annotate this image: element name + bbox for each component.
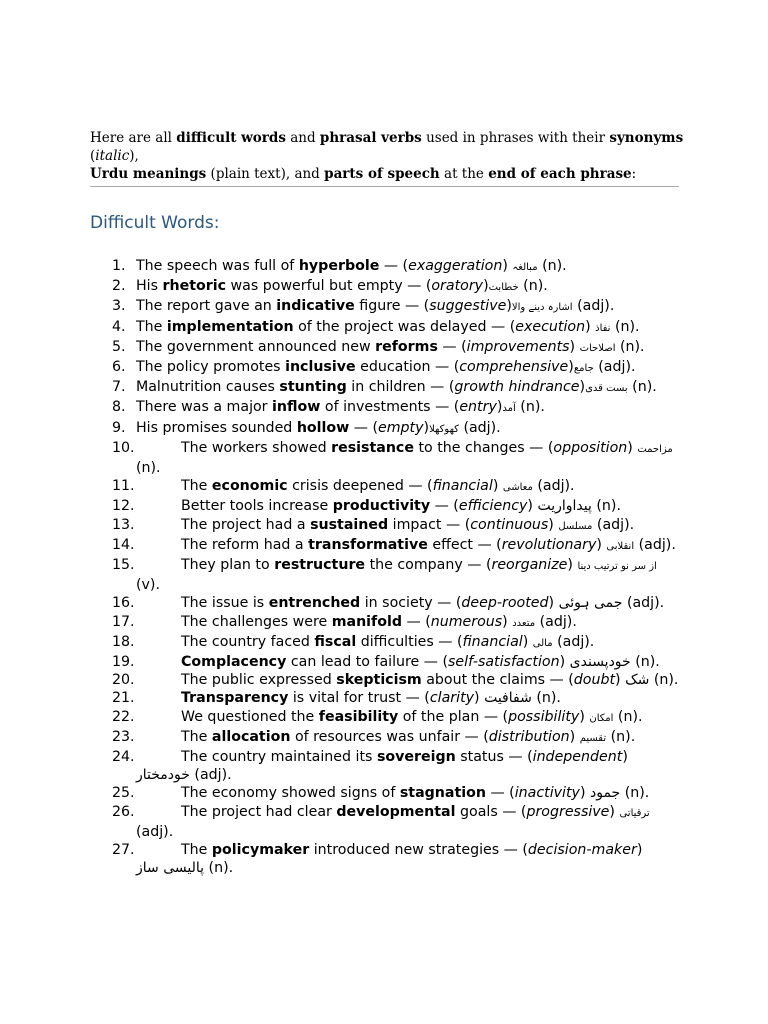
part-of-speech: (n). [591,498,621,515]
item-number: 14. [112,536,135,553]
urdu-meaning: جمی ہوئی [558,595,623,612]
part-of-speech: (n). [204,860,234,877]
synonym: decision-maker [527,842,637,859]
difficult-word: indicative [276,298,355,315]
difficult-word: Transparency [181,690,289,707]
item-number: 19. [112,654,135,671]
part-of-speech: (adj). [136,823,174,840]
part-of-speech: (adj). [572,298,615,315]
list-item: 16. The issue is entrenched in society — (deep-rooted) جمی ہوئی (adj). [112,595,665,612]
list-item: 24. The country maintained its sovereign status — (independent) خودمختار (adj). [112,749,628,784]
list-item: 25. The economy showed signs of stagnation — (inactivity) جمود (n). [112,785,650,802]
synonym: execution [515,318,586,335]
difficult-word: restructure [274,557,366,574]
difficult-word: reforms [375,338,438,355]
urdu-meaning: پیداواریت [537,498,592,515]
difficult-word: manifold [331,613,402,630]
section-heading: Difficult Words: [90,213,220,233]
item-number: 27. [112,842,135,859]
list-item: 23. The allocation of resources was unfair — (distribution) تقسیم (n). [112,728,636,745]
urdu-meaning: تقسیم [579,732,607,744]
difficult-word: economic [211,478,288,495]
difficult-word: rhetoric [162,278,227,295]
part-of-speech: (n). [615,338,645,355]
item-number: 8. [112,399,126,416]
list-item: 4. The implementation of the project was delayed — (execution) نفاذ (n). [112,318,640,335]
part-of-speech: (adj). [592,516,635,533]
synonym: doubt [573,672,616,689]
item-number: 24. [112,749,135,766]
list-item: 13. The project had a sustained impact — (continuous) مسلسل (adj). [112,516,635,533]
urdu-meaning: نفاذ [595,322,611,334]
difficult-word: productivity [332,498,431,515]
urdu-meaning: کھوکھلا [429,423,459,435]
list-item: 18. The country faced fiscal difficulties — (financial) مالی (adj). [112,633,595,650]
part-of-speech: (n). [627,379,657,396]
synonym: clarity [429,690,475,707]
synonym: empty [378,419,424,436]
item-number: 25. [112,785,135,802]
urdu-meaning: پالیسی ساز [136,860,205,877]
urdu-meaning: امکان [589,712,614,724]
list-item: 21. Transparency is vital for trust — (clarity) شفافیت (n). [112,690,561,707]
urdu-meaning: خودپسندی [569,654,631,671]
synonym: financial [462,633,523,650]
intro-paragraph: Here are all difficult words and phrasal verbs used in phrases with their synonyms (italic), Urdu meanings (plain text), and parts of speech at the end of each phrase: [90,130,684,182]
list-item: 27. The policymaker introduced new strategies — (decision-maker) پالیسی ساز (n). [112,842,643,877]
list-item: 10. The workers showed resistance to the changes — (opposition) مزاحمت (n). [112,439,673,477]
list-item: 2. His rhetoric was powerful but empty — (oratory)خطابت (n). [112,278,548,295]
list-item: 20. The public expressed skepticism about the claims — (doubt) شک (n). [112,672,679,689]
synonym: deep-rooted [461,595,549,612]
synonym: numerous [430,613,503,630]
part-of-speech: (adj). [535,613,577,630]
item-number: 7. [112,379,126,396]
list-item: 17. The challenges were manifold — (numerous) متعدد (adj). [112,613,577,630]
item-number: 9. [112,419,126,436]
urdu-meaning: مالی [532,637,553,649]
item-number: 5. [112,338,126,355]
urdu-meaning: از سر نو ترتیب دینا [577,561,657,573]
part-of-speech: (adj). [552,633,595,650]
item-number: 2. [112,278,126,295]
part-of-speech: (adj). [458,419,501,436]
part-of-speech: (n). [606,728,636,745]
synonym: possibility [508,708,580,725]
list-item: 6. The policy promotes inclusive education — (comprehensive)جامع (adj). [112,359,636,376]
difficult-word: implementation [166,318,294,335]
difficult-word: allocation [211,728,291,745]
list-item: 19. Complacency can lead to failure — (self-satisfaction) خودپسندی (n). [112,654,660,671]
item-number: 3. [112,298,126,315]
list-item: 22. We questioned the feasibility of the plan — (possibility) امکان (n). [112,708,643,725]
item-number: 16. [112,595,135,612]
part-of-speech: (n). [630,654,660,671]
synonym: exaggeration [408,258,503,274]
synonym: revolutionary [501,536,597,553]
difficult-word: policymaker [211,842,310,859]
part-of-speech: (adj). [532,478,575,495]
urdu-meaning: بست قدی [585,383,628,395]
item-number: 26. [112,803,135,820]
item-number: 23. [112,728,135,745]
difficult-words-list [112,257,682,878]
difficult-word: skepticism [336,672,422,689]
item-number: 15. [112,557,135,574]
urdu-meaning: شفافیت [484,690,532,707]
item-number: 11. [112,478,135,495]
item-number: 12. [112,498,135,515]
part-of-speech: (adj). [593,359,636,376]
synonym: comprehensive [459,359,569,376]
list-item: 5. The government announced new reforms — (improvements) اصلاحات (n). [112,338,645,355]
urdu-meaning: آمد [502,403,516,415]
list-item: 9. His promises sounded hollow — (empty)کھوکھلا (adj). [112,419,501,436]
urdu-meaning: انقلابی [606,540,635,552]
difficult-word: stunting [279,379,347,396]
synonym: progressive [526,803,610,820]
synonym: self-satisfaction [448,654,560,671]
synonym: oratory [431,278,484,295]
list-item: 26. The project had clear developmental goals — (progressive) ترقیاتی (adj). [112,803,650,840]
item-number: 6. [112,359,126,376]
urdu-meaning: مبالغہ [512,262,538,273]
difficult-word: developmental [336,803,456,820]
urdu-meaning: مسلسل [558,520,593,532]
difficult-word: feasibility [318,708,399,725]
difficult-word: inclusive [285,359,356,376]
urdu-meaning: متعدد [512,617,536,629]
part-of-speech: (n). [531,690,561,707]
item-number: 22. [112,708,135,725]
horizontal-divider [90,186,679,187]
part-of-speech: (adj). [634,536,676,553]
list-item: 1. The speech was full of hyperbole — (exaggeration) مبالغہ (n). [112,258,567,274]
urdu-meaning: جامع [573,363,594,375]
item-number: 17. [112,613,135,630]
difficult-word: sovereign [376,749,456,766]
difficult-word: transformative [308,536,428,553]
urdu-meaning: خطابت [488,282,519,294]
part-of-speech: (adj). [189,767,232,784]
synonym: distribution [488,728,570,745]
urdu-meaning: ترقیاتی [619,807,650,819]
list-item: 3. The report gave an indicative figure — (suggestive)اشارہ دینے والا (adj). [112,298,615,315]
urdu-meaning: اشارہ دینے والا [511,302,573,314]
synonym: financial [432,478,493,495]
urdu-meaning: جمود [590,785,621,802]
difficult-word: Complacency [181,654,287,671]
difficult-word: hyperbole [298,258,380,274]
item-number: 4. [112,318,126,335]
list-item: 14. The reform had a transformative effect — (revolutionary) انقلابی (adj). [112,536,676,553]
part-of-speech: (n). [620,785,650,802]
item-number: 20. [112,672,135,689]
difficult-word: sustained [310,516,389,533]
list-item: 8. There was a major inflow of investments — (entry)آمد (n). [112,399,545,416]
synonym: opposition [553,439,628,456]
part-of-speech: (n). [610,318,640,335]
part-of-speech: (n). [649,672,679,689]
synonym: continuous [470,516,549,533]
list-item: 11. The economic crisis deepened — (financial) معاشی (adj). [112,478,575,495]
difficult-word: entrenched [268,595,361,612]
list-item: 12. Better tools increase productivity — (efficiency) پیداواریت (n). [112,498,621,515]
difficult-word: resistance [331,439,414,456]
urdu-meaning: خودمختار [136,767,190,784]
synonym: inactivity [514,785,580,802]
part-of-speech: (adj). [622,595,665,612]
list-item: 15. They plan to restructure the company — (reorganize) از سر نو ترتیب دینا (v). [112,557,657,594]
urdu-meaning: اصلاحات [579,342,616,354]
part-of-speech: (v). [136,577,160,594]
item-number: 21. [112,690,135,707]
synonym: efficiency [458,498,528,515]
item-number: 1. [112,258,126,274]
synonym: entry [459,399,497,416]
part-of-speech: (n). [136,460,161,477]
synonym: improvements [466,338,570,355]
item-number: 10. [112,439,135,456]
item-number: 18. [112,633,135,650]
difficult-word: fiscal [314,633,357,650]
difficult-word: stagnation [399,785,486,802]
part-of-speech: (n). [537,258,567,274]
item-number: 13. [112,516,135,533]
part-of-speech: (n). [518,278,548,295]
part-of-speech: (n). [613,708,643,725]
synonym: growth hindrance [454,379,580,396]
urdu-meaning: مزاحمت [637,443,673,455]
urdu-meaning: شک [625,672,650,689]
list-item: 7. Malnutrition causes stunting in children — (growth hindrance)بست قدی (n). [112,379,657,396]
synonym: suggestive [429,298,507,315]
synonym: reorganize [491,557,568,574]
synonym: independent [532,749,623,766]
part-of-speech: (n). [515,399,545,416]
difficult-word: hollow [296,419,350,436]
difficult-word: inflow [272,399,321,416]
urdu-meaning: معاشی [502,482,533,494]
